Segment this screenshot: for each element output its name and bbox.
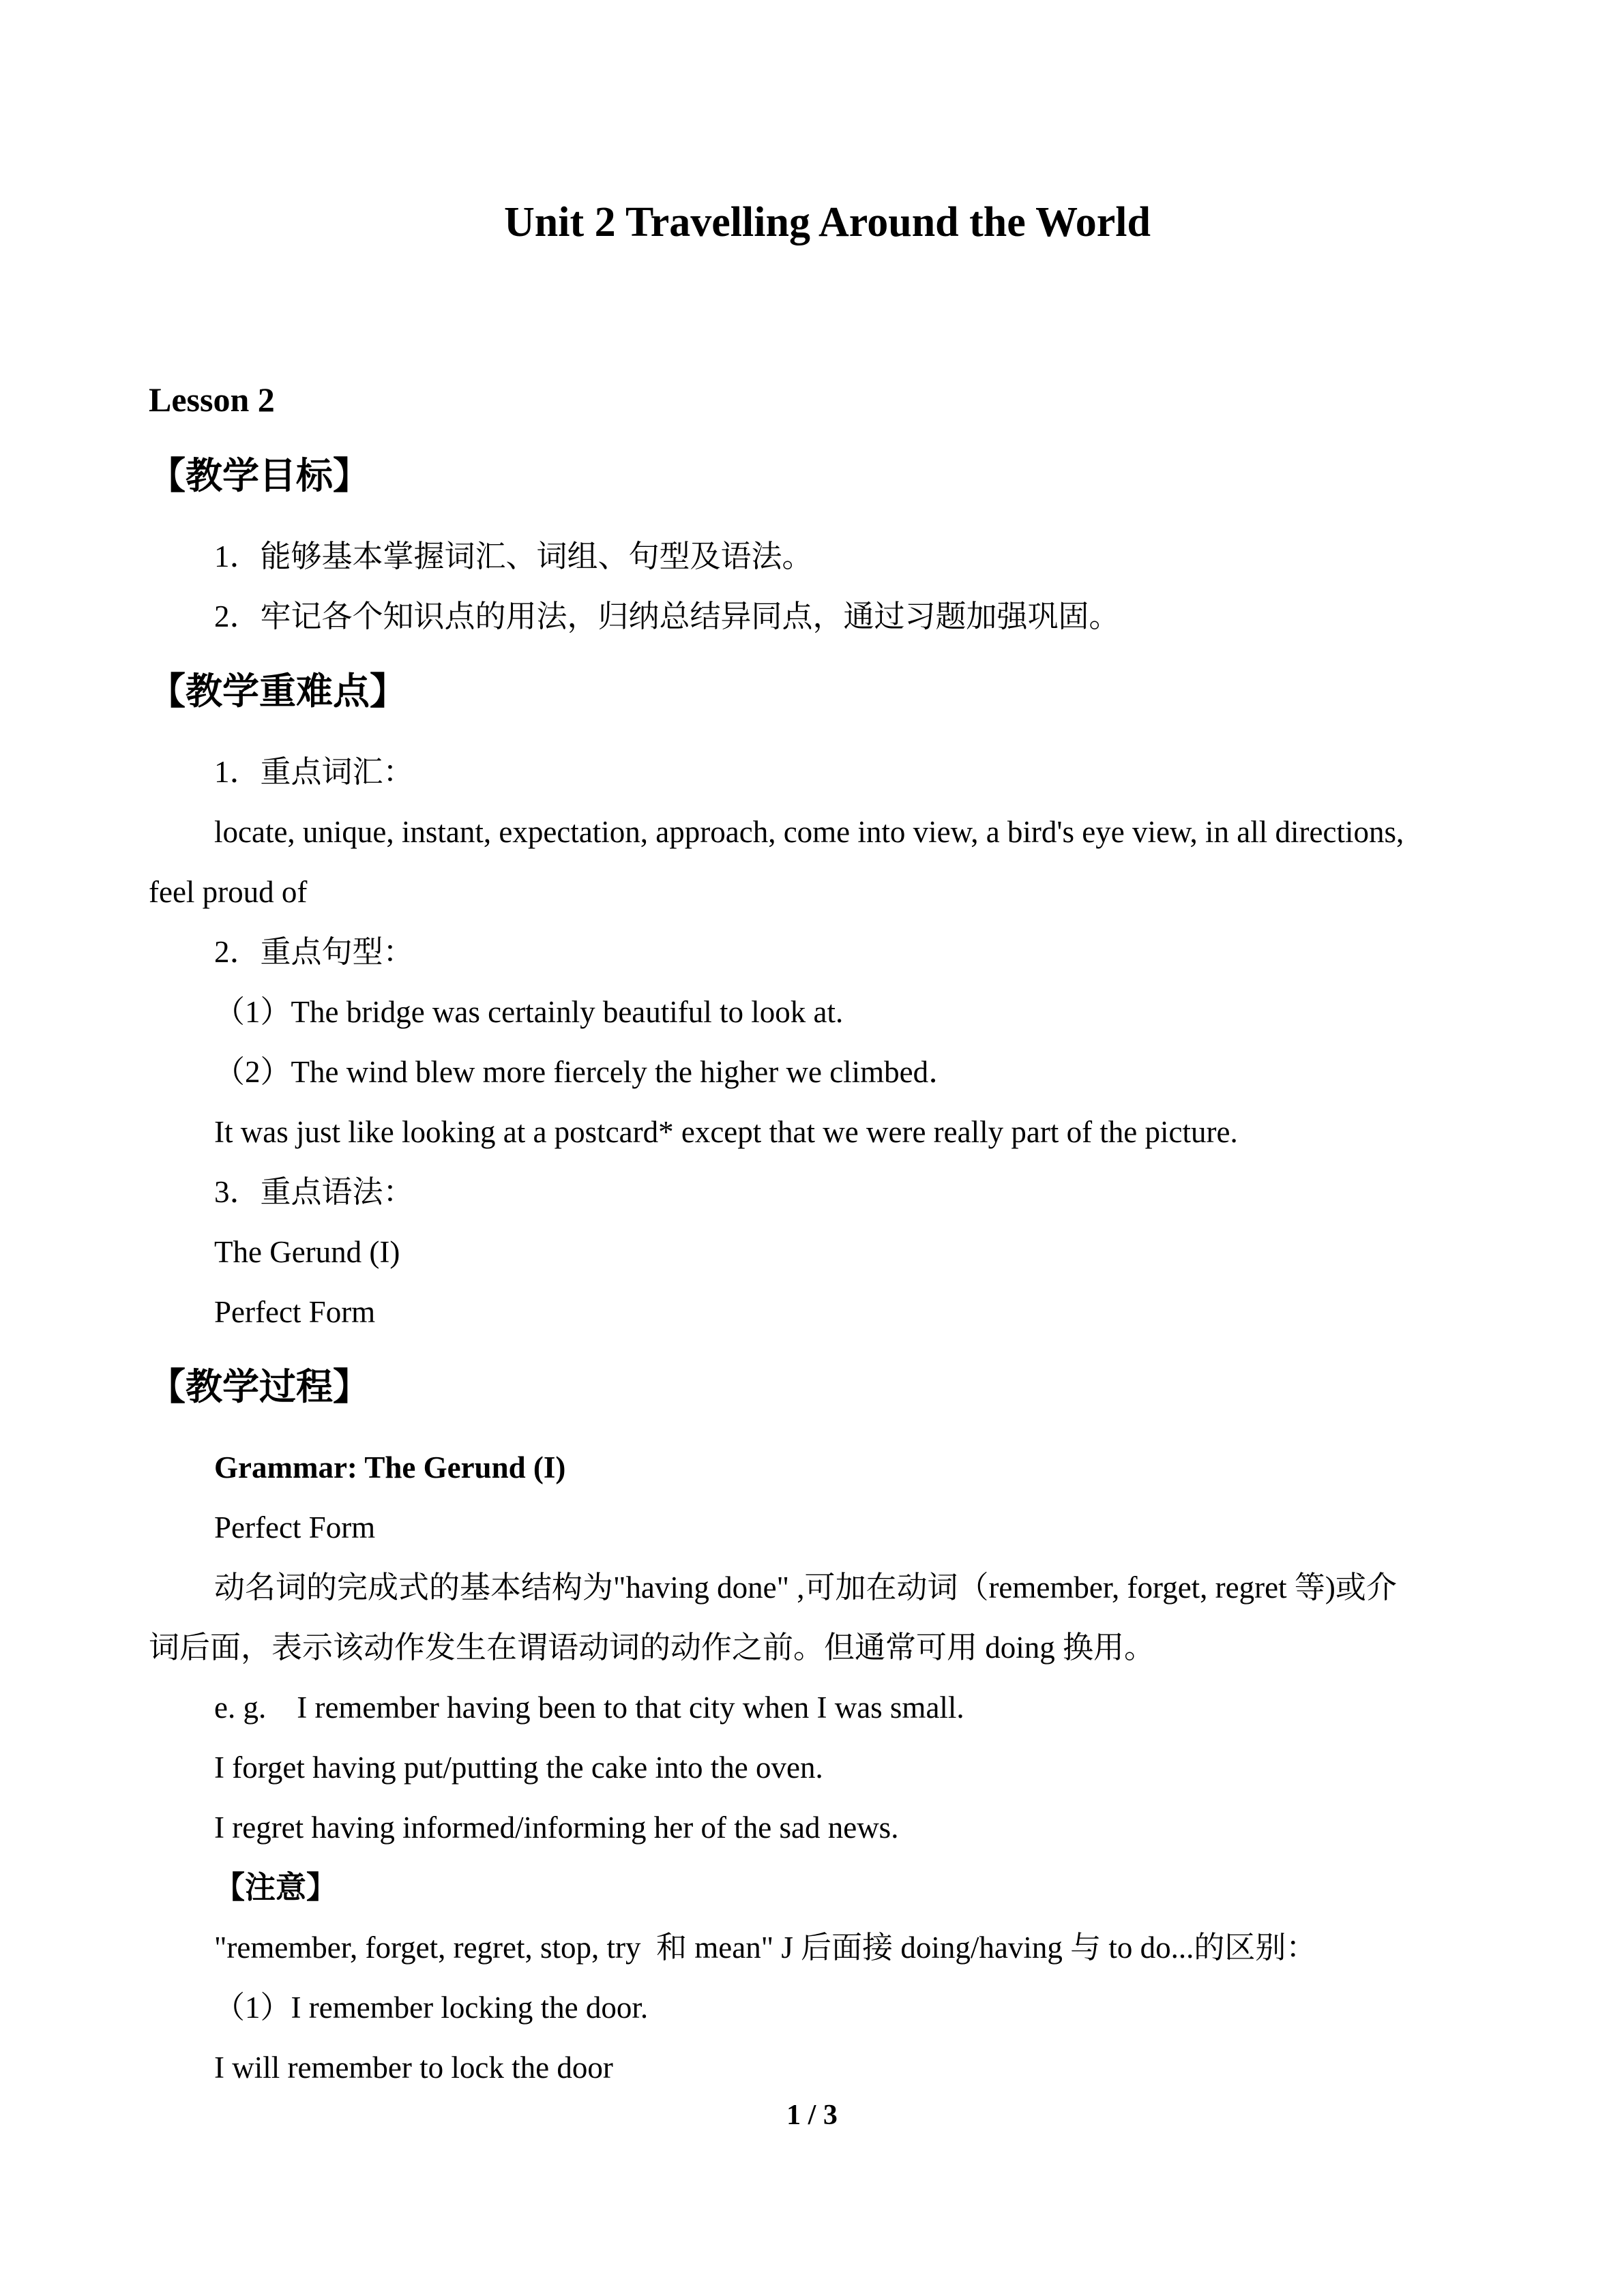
example-sentence-3: I regret having informed/informing her of the sad news. (214, 1810, 899, 1845)
vocab-label: 1．重点词汇： (214, 755, 414, 789)
example-sentence-intro: e. g. I remember having been to that city when I was small. (214, 1690, 964, 1725)
note-text: "remember, forget, regret, stop, try 和 mean" J 后面接 doing/having 与 to do...的区别： (214, 1930, 1317, 1965)
patterns-label: 2．重点句型： (214, 935, 414, 969)
process-subtitle: Perfect Form (214, 1510, 376, 1545)
objective-item-1: 1．能够基本掌握词汇、词组、句型及语法。 (214, 539, 813, 573)
pattern-sentence-2: （2）The wind blew more fiercely the higher we climbed． (214, 1055, 960, 1089)
explanation-line-2: 词后面，表示该动作发生在谓语动词的动作之前。但通常可用 doing 换用。 (149, 1630, 1155, 1665)
grammar-item-2: Perfect Form (214, 1295, 376, 1329)
note-example-1: （1）I remember locking the door. (214, 1991, 649, 2025)
section-heading-objectives: 【教学目标】 (149, 456, 370, 496)
note-example-2: I will remember to lock the door (214, 2051, 613, 2085)
pattern-sentence-extra: It was just like looking at a postcard* except that we were really part of the picture. (214, 1115, 1238, 1149)
document-title: Unit 2 Travelling Around the World (504, 199, 1151, 245)
document-content (149, 0, 1506, 2098)
example-sentence-2: I forget having put/putting the cake into the oven. (214, 1750, 823, 1785)
process-grammar-title: Grammar: The Gerund (I) (214, 1450, 566, 1485)
note-heading: 【注意】 (214, 1870, 338, 1905)
objective-item-2: 2．牢记各个知识点的用法，归纳总结异同点，通过习题加强巩固。 (214, 599, 1120, 633)
page-number: 1 / 3 (786, 2100, 838, 2131)
vocab-list-line-2: feel proud of (149, 875, 308, 909)
explanation-line-1: 动名词的完成式的基本结构为"having done" ,可加在动词（remember, forget, regret 等)或介 (214, 1570, 1397, 1605)
section-heading-key-points: 【教学重难点】 (149, 671, 407, 712)
vocab-list-line-1: locate, unique, instant, expectation, approach, come into view, a bird's eye view, in all directions, (214, 815, 1404, 849)
pattern-sentence-1: （1）The bridge was certainly beautiful to look at. (214, 995, 844, 1029)
section-heading-process: 【教学过程】 (149, 1367, 370, 1407)
grammar-label: 3．重点语法： (214, 1175, 414, 1209)
lesson-heading: Lesson 2 (149, 381, 275, 419)
grammar-item-1: The Gerund (I) (214, 1235, 400, 1269)
